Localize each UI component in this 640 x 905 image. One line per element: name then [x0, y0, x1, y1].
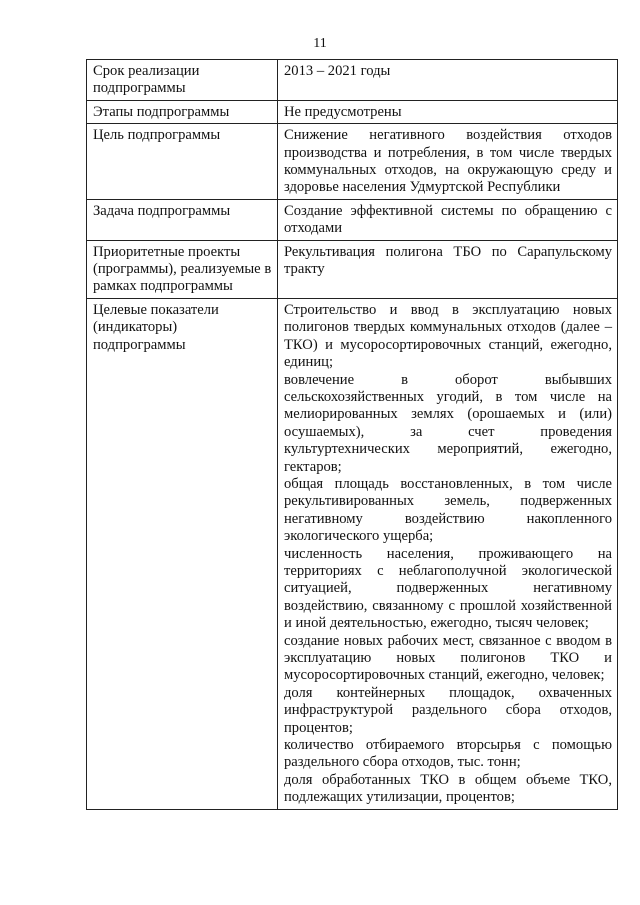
table-row: [87, 199, 618, 240]
indicator-item: создание новых рабочих мест, связанное с вводом в эксплуатацию новых полигонов ТКО и мусоросортировочных станций, ежегодно, человек;: [284, 632, 612, 684]
value-text: Снижение негативного воздействия отходов производства и потребления, в том числе твердых коммунальных отходов, на окружающую среду и здоровье населения Удмуртской Республики: [284, 127, 612, 196]
indicator-item: численность населения, проживающего на территориях с неблагополучной экологической ситуацией, подверженных негативному воздействию, связанному с прошлой хозяйственной и иной деятельностью, ежегодно, тысяч человек;: [284, 545, 612, 632]
row-value: [278, 60, 618, 101]
row-label: Этапы подпрограммы: [87, 100, 278, 123]
indicator-item: Строительство и ввод в эксплуатацию новых полигонов твердых коммунальных отходов (далее – ТКО) и мусоросортировочных станций, ежегодно, единиц;: [284, 301, 612, 371]
row-label: Срок реализации подпрограммы: [87, 60, 278, 101]
row-value: [278, 124, 618, 200]
indicator-item: доля контейнерных площадок, охваченных инфраструктурой раздельного сбора отходов, процентов;: [284, 684, 612, 736]
table-row: [87, 60, 618, 101]
indicator-item: количество отбираемого вторсырья с помощью раздельного сбора отходов, тыс. тонн;: [284, 737, 612, 771]
indicator-item: общая площадь восстановленных, в том числе рекультивированных земель, подверженных негативному воздействию накопленного экологического ущерба;: [284, 475, 612, 545]
table-row: [87, 240, 618, 298]
row-value: [278, 100, 618, 123]
row-label: Задача подпрограммы: [87, 199, 278, 240]
table-row: [87, 124, 618, 200]
value-text: Создание эффективной системы по обращению с отходами: [284, 202, 612, 237]
row-label: Целевые показатели (индикаторы) подпрограммы: [87, 298, 278, 809]
subprogram-passport-table: [86, 59, 618, 810]
table-row: [87, 100, 618, 123]
row-value: [278, 298, 618, 809]
table-row: [87, 298, 618, 809]
value-text: Рекультивация полигона ТБО по Сарапульскому тракту: [284, 243, 612, 278]
row-value: [278, 199, 618, 240]
page-number: 11: [313, 36, 327, 51]
indicator-item: вовлечение в оборот выбывших сельскохозяйственных угодий, в том числе на мелиорированных землях (орошаемых и (или) осушаемых), за счет проведения культуртехнических мероприятий, ежегодно, гектаров;: [284, 371, 612, 475]
row-label: Приоритетные проекты (программы), реализуемые в рамках подпрограммы: [87, 240, 278, 298]
indicator-item: доля обработанных ТКО в общем объеме ТКО, подлежащих утилизации, процентов;: [284, 771, 612, 806]
value-text: Не предусмотрены: [284, 103, 402, 120]
row-value: [278, 240, 618, 298]
row-label: Цель подпрограммы: [87, 124, 278, 200]
value-text: 2013 – 2021 годы: [284, 63, 391, 79]
